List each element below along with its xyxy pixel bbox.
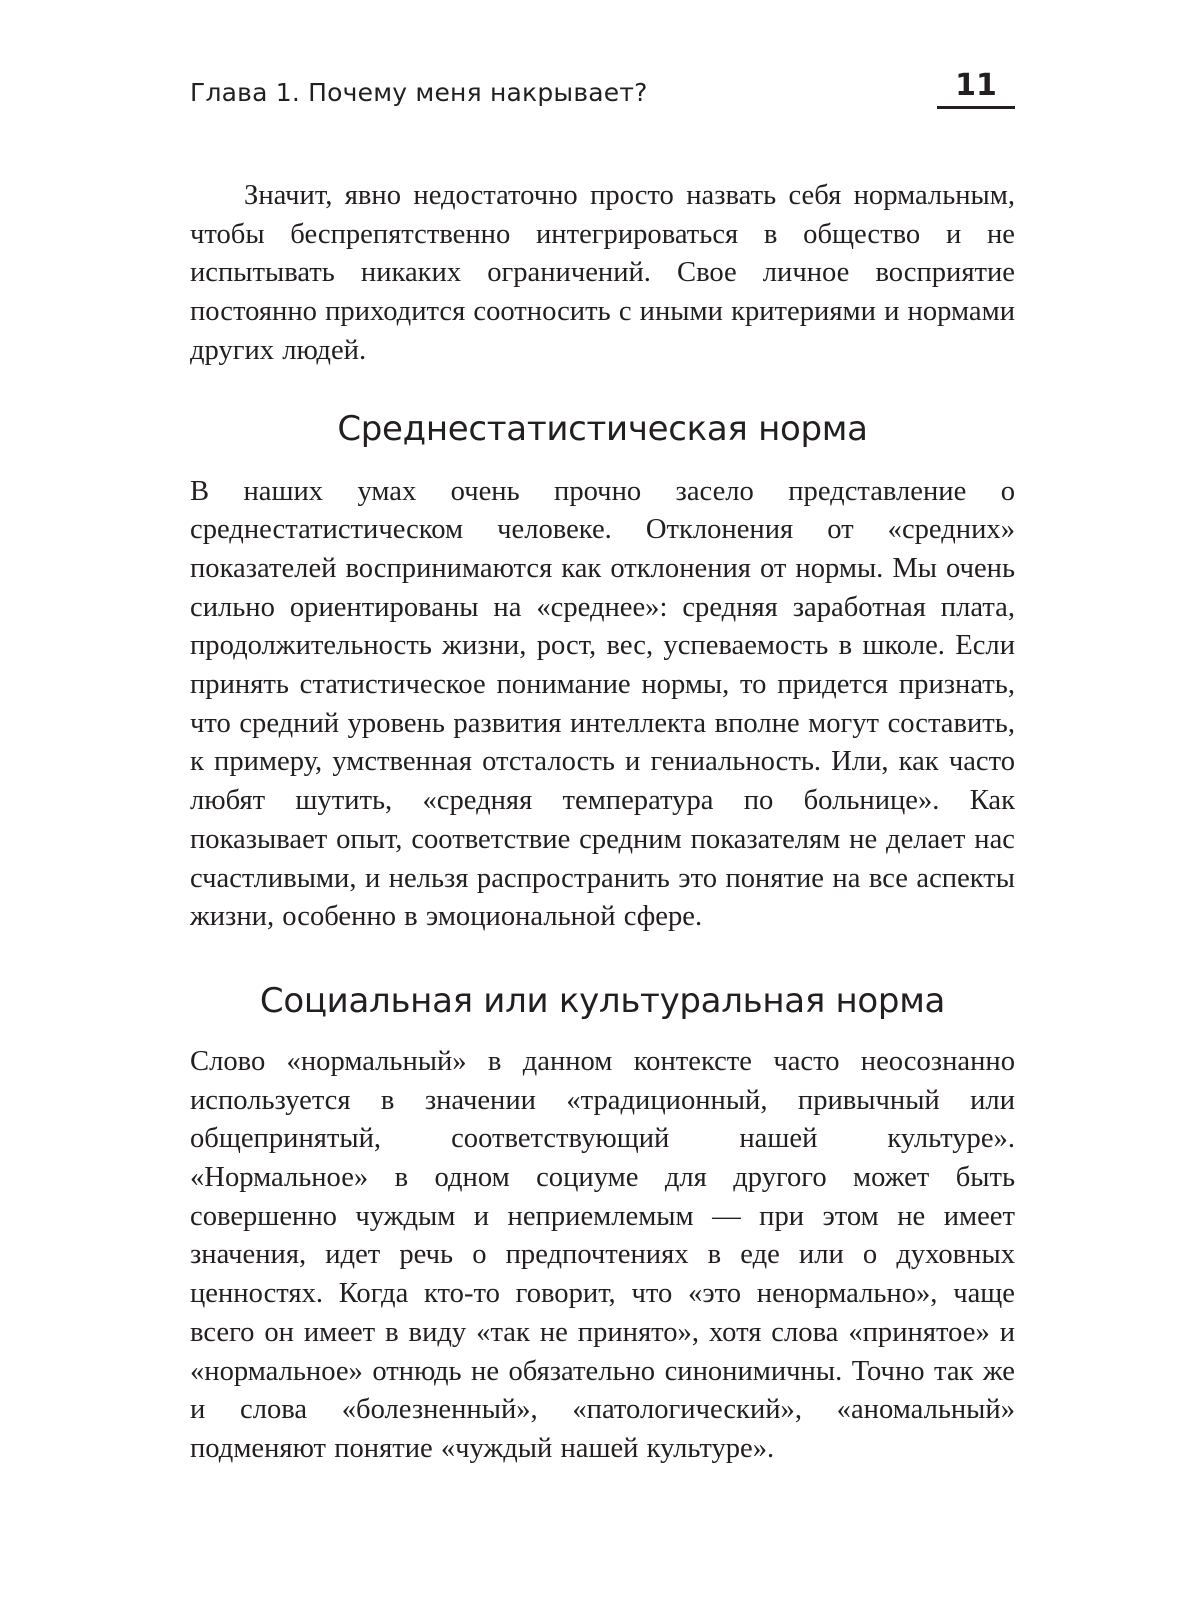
page-number: 11 bbox=[937, 68, 1015, 109]
chapter-title: Глава 1. Почему меня накрывает? bbox=[190, 78, 648, 107]
statistical-norm-paragraph: В наших умах очень прочно засело представление о среднестатистическом человеке. Отклонения от «средних» показателей воспринимаются как отклонения от нормы. Мы очень сильно ориентированы на «среднее»: средняя заработная плата, продолжительность жизни, рост, вес, успеваемость в школе. Если принять статистическое понимание нормы, то придется признать, что средний уровень развития интеллекта вполне могут составить, к примеру, умственная отсталость и гениальность. Или, как часто любят шутить, «средняя температура по больнице». Как показывает опыт, соответствие средним показателям не делает нас счастливыми, и нельзя распространить это понятие на все аспекты жизни, особенно в эмоциональной сфере. bbox=[190, 475, 1015, 933]
section-heading-social-norm: Социальная или культуральная норма bbox=[259, 980, 946, 1021]
social-norm-paragraph: Слово «нормальный» в данном контексте часто неосознанно используется в значении «традиционный, привычный или общепринятый, соответствующий нашей культуре». «Нормальное» в одном социуме для другого может быть совершенно чуждым и неприемлемым — при этом не имеет значения, идет речь о предпочтениях в еде или о духовных ценностях. Когда кто-то говорит, что «это ненормально», чаще всего он имеет в виду «так не принято», хотя слова «принятое» и «нормальное» отнюдь не обязательно синонимичны. Точно так же и слова «болезненный», «патологический», «аномальный» подменяют понятие «чуждый нашей культуре». bbox=[190, 1045, 1015, 1464]
section-heading-statistical-norm: Среднестатистическая норма bbox=[337, 408, 868, 449]
intro-paragraph: Значит, явно недостаточно просто назвать себя нормальным, чтобы беспрепятственно интегрироваться в общество и не испытывать никаких ограничений. Свое личное восприятие постоянно приходится соотносить с иными критериями и нормами других людей. bbox=[190, 180, 1015, 366]
running-header bbox=[190, 68, 1015, 118]
page-body bbox=[190, 177, 1015, 1469]
